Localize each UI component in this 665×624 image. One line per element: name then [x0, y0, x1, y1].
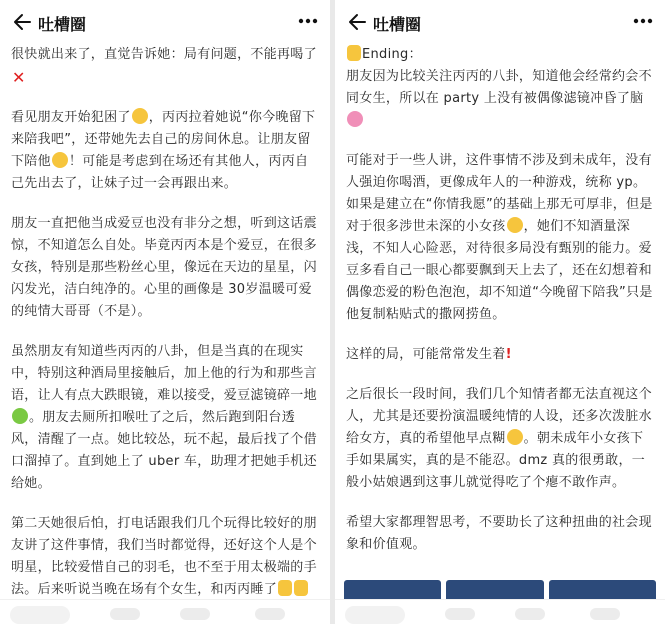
comment-input-pill[interactable] [345, 606, 405, 624]
right-bottom-action-bar [335, 599, 665, 624]
brain-icon [347, 111, 363, 127]
text-segment: ！可能是考虑到在场还有其他人，丙丙自己先出去了，让妹子过一会再跟出来。 [11, 154, 309, 191]
paragraph [346, 512, 654, 556]
text-segment: 虽然朋友有知道些丙丙的八卦，但是当真的在现实中，特别这种酒局里接触后，加上他的行为和那些言语，让人有点大跌眼镜，难以接受，爱豆滤镜碎一地 [11, 344, 317, 403]
paragraph [346, 44, 654, 66]
nauseated-face-icon [12, 408, 28, 424]
text-segment: Ending： [362, 47, 422, 62]
text-segment: 可能对于一些人讲，这件事情不涉及到未成年，没有人强迫你喝酒，更像成年人的一种游戏，统称 yp。如果是建立在“你情我愿”的基础上那无可厚非，但是对于很多涉世未深的小女孩 [346, 153, 653, 234]
paragraph [346, 384, 654, 494]
paragraph [11, 341, 319, 495]
page-title: 吐槽圈 [373, 15, 422, 34]
right-post-body [346, 44, 654, 574]
paragraph [346, 150, 654, 326]
thumbs-up-icon [278, 580, 292, 596]
comment-button[interactable] [255, 608, 285, 620]
right-post-panel [335, 0, 665, 624]
more-options-icon[interactable] [296, 10, 320, 32]
cross-mark-icon: ✕ [12, 68, 26, 87]
paragraph [346, 66, 654, 132]
paragraph [11, 44, 319, 89]
paragraph [346, 344, 654, 366]
exclamation-icon: ! [505, 347, 512, 362]
text-segment: 很快就出来了，直觉告诉她：局有问题，不能再喝了 [11, 47, 317, 62]
dizzy-face-icon [52, 152, 68, 168]
like-button[interactable] [110, 608, 140, 620]
left-post-panel [0, 0, 330, 624]
text-segment: 。朋友去厕所扣喉吐了之后，然后跑到阳台透风，清醒了一点。她比较怂，玩不起，最后找了个借口溜掉了。直到她上了 uber 车，助理才把她手机还给她。 [11, 410, 317, 491]
like-button[interactable] [445, 608, 475, 620]
worried-face-icon [507, 217, 523, 233]
right-nav-bar [335, 0, 665, 44]
collect-button[interactable] [180, 608, 210, 620]
text-segment: ，她们不知酒量深浅，不知人心险恶，对待很多局没有甄别的能力。爱豆多看自己一眼心都要飘到天上去了，还在幻想着和偶像恋爱的粉色泡泡，却不知道“今晚留下陪我”只是他复制粘贴式的撒网捞鱼。 [346, 219, 653, 322]
paragraph [11, 107, 319, 195]
left-post-body [11, 44, 319, 619]
page-title: 吐槽圈 [38, 15, 87, 34]
text-segment: 这样的局，可能常常发生着 [346, 347, 506, 362]
left-bottom-action-bar [0, 599, 330, 624]
pointing-hand-icon [347, 45, 361, 61]
left-nav-bar [0, 0, 330, 44]
text-segment: 朋友一直把他当成爱豆也没有非分之想，听到这话震惊，不知道怎么自处。毕竟丙丙本是个爱豆，在很多女孩，特别是那些粉丝心里，像远在天边的星星，闪闪发光，洁白纯净的。心里的画像是 30岁温暖可爱的纯情大哥哥（不是）。 [11, 216, 317, 319]
text-segment: 朋友因为比较关注丙丙的八卦，知道他会经常约会不同女生，所以在 party 上没有被偶像滤镜冲昏了脑 [346, 69, 652, 106]
comment-input-pill[interactable] [10, 606, 70, 624]
text-segment: ，丙丙拉着她说“你今晚留下来陪我吧”，还带她先去自己的房间休息。让朋友留下陪他 [11, 110, 316, 169]
comment-button[interactable] [590, 608, 620, 620]
collect-button[interactable] [515, 608, 545, 620]
text-segment: 希望大家都理智思考，不要助长了这种扭曲的社会现象和价值观。 [346, 515, 652, 552]
back-arrow-icon[interactable] [12, 11, 34, 33]
smiling-face-icon [507, 429, 523, 445]
more-options-icon[interactable] [631, 10, 655, 32]
text-segment: 之后很长一段时间，我们几个知情者都无法直视这个人，尤其是还要扮演温暖纯情的人设，还多次泼脏水给女方，真的希望他早点糊 [346, 387, 652, 446]
text-segment: 。朝未成年小女孩下手如果属实，真的是不能忍。dmz 真的很勇敢，一般小姑娘遇到这事儿就觉得吃了个瘪不敢作声。 [346, 431, 646, 490]
back-arrow-icon[interactable] [347, 11, 369, 33]
text-segment: 第二天她很后怕，打电话跟我们几个玩得比较好的朋友讲了这件事情，我们当时都觉得，还好这个人是个明星，比较爱惜自己的羽毛，也不至于用太极端的手法。后来听说当晚在场有个女生，和丙丙睡了 [11, 516, 317, 597]
paragraph [11, 513, 319, 601]
text-segment: 看见朋友开始犯困了 [11, 110, 131, 125]
thumbs-up-icon [294, 580, 308, 596]
sleepy-face-icon [132, 108, 148, 124]
paragraph [11, 213, 319, 323]
